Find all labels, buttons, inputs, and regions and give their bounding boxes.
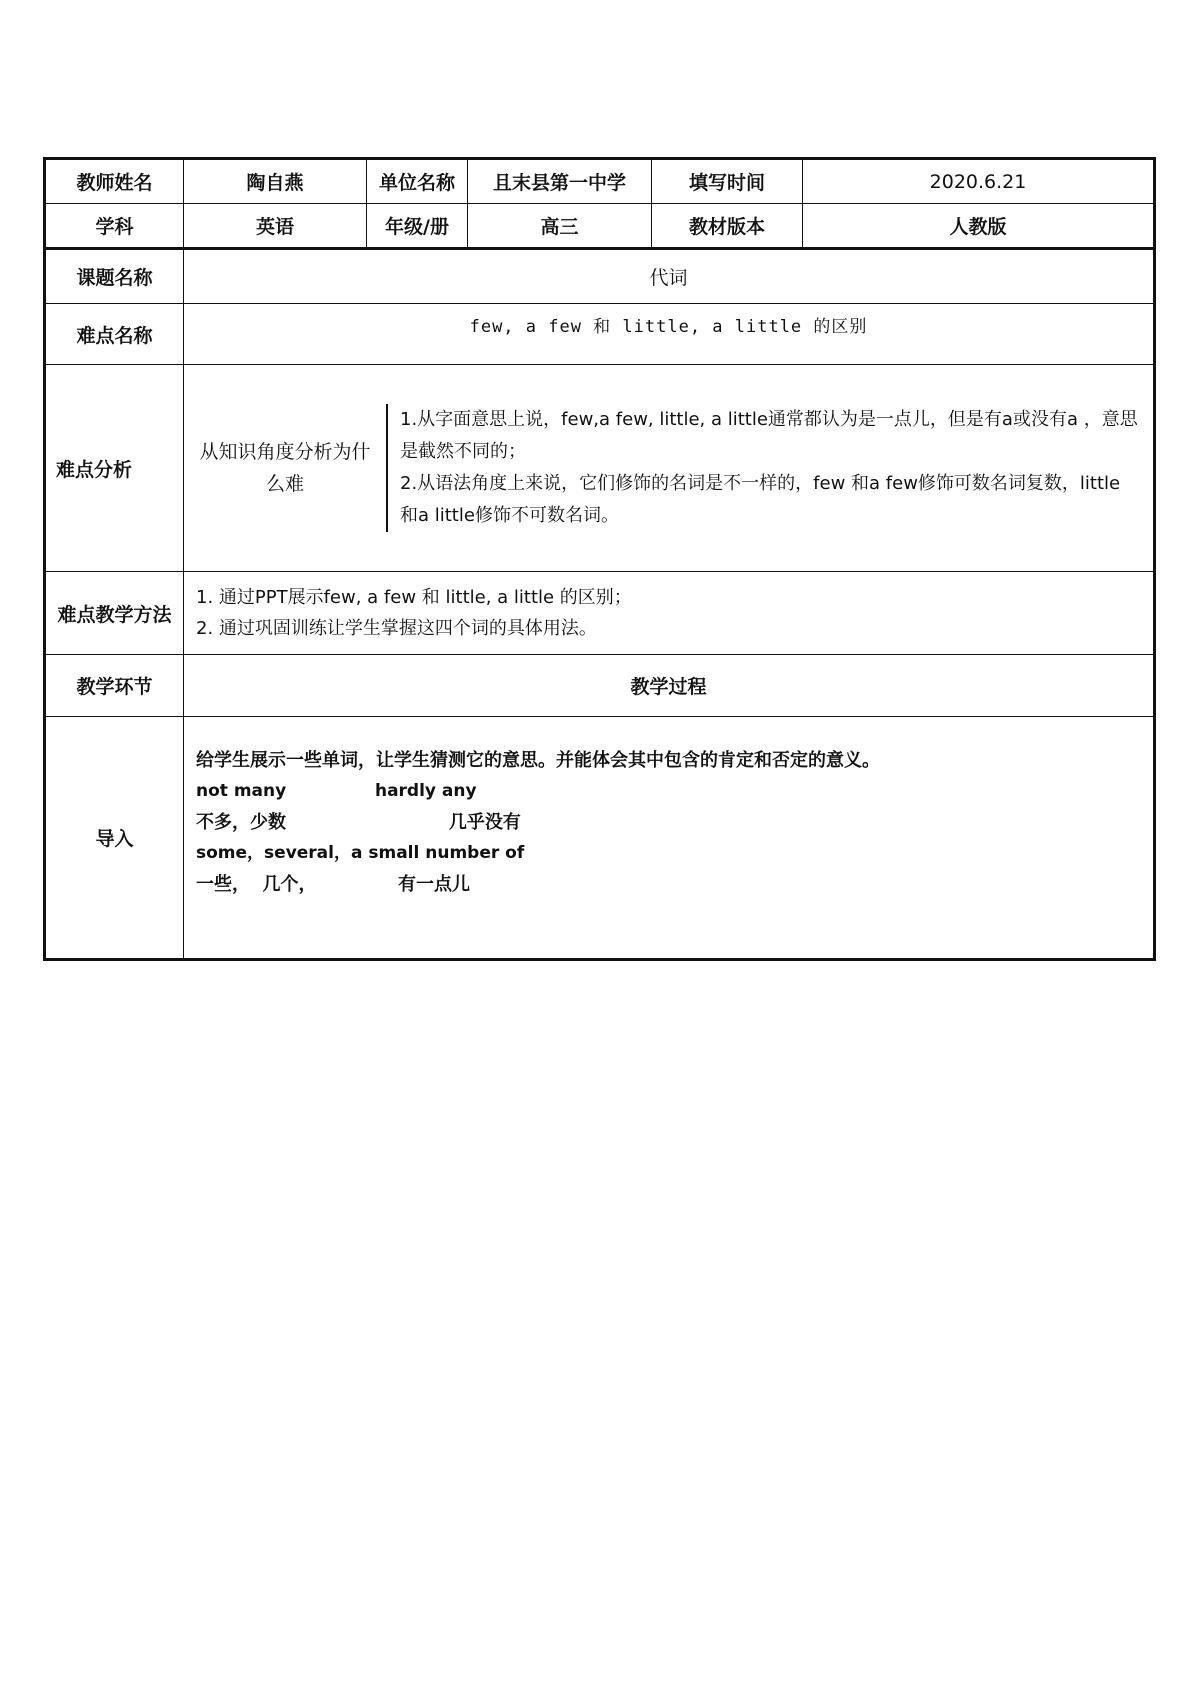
analysis-row (45, 365, 1155, 572)
analysis-cell (184, 365, 1155, 572)
teacher-name-value: 陶自燕 (184, 159, 367, 204)
teaching-stage-label: 教学环节 (45, 655, 184, 717)
intro-row (45, 717, 1155, 960)
method-item-1: 1. 通过PPT展示few, a few 和 little, a little 的区别； (196, 587, 632, 608)
fill-time-value: 2020.6.21 (803, 159, 1155, 204)
difficulty-value: few, a few 和 little, a little 的区别 (184, 304, 1155, 365)
grade-value: 高三 (468, 204, 652, 249)
unit-name-value: 且末县第一中学 (468, 159, 652, 204)
methods-row (45, 572, 1155, 655)
intro-line-5: 一些， 几个， 有一点儿 (196, 874, 470, 895)
intro-content (184, 717, 1155, 960)
edition-value: 人教版 (803, 204, 1155, 249)
topic-value: 代词 (184, 249, 1155, 304)
methods-list (184, 572, 1155, 655)
analysis-label: 难点分析 (45, 365, 184, 572)
subject-value: 英语 (184, 204, 367, 249)
methods-label: 难点教学方法 (45, 572, 184, 655)
method-item-2: 2. 通过巩固训练让学生掌握这四个词的具体用法。 (196, 618, 597, 639)
unit-name-label: 单位名称 (367, 159, 468, 204)
subject-label: 学科 (45, 204, 184, 249)
intro-line-3: 不多，少数 几乎没有 (196, 812, 521, 833)
grade-label: 年级/册 (367, 204, 468, 249)
intro-line-2: not many hardly any (196, 781, 477, 801)
intro-label: 导入 (45, 717, 184, 960)
edition-label: 教材版本 (652, 204, 803, 249)
lesson-plan-table (43, 157, 1156, 961)
intro-line-1: 给学生展示一些单词，让学生猜测它的意思。并能体会其中包含的肯定和否定的意义。 (196, 750, 880, 771)
header-row-1 (45, 159, 1155, 204)
intro-line-4: some，several，a small number of (196, 843, 525, 863)
topic-label: 课题名称 (45, 249, 184, 304)
fill-time-label: 填写时间 (652, 159, 803, 204)
difficulty-row (45, 304, 1155, 365)
teaching-process-label: 教学过程 (184, 655, 1155, 717)
header-row-2 (45, 204, 1155, 249)
analysis-point-2: 2.从语法角度上来说，它们修饰的名词是不一样的，few 和a few修饰可数名词复数，little 和a little修饰不可数名词。 (400, 473, 1121, 526)
process-header-row (45, 655, 1155, 717)
topic-row (45, 249, 1155, 304)
analysis-inner-table (184, 404, 1153, 532)
difficulty-label: 难点名称 (45, 304, 184, 365)
analysis-point-1: 1.从字面意思上说，few,a few, little, a little通常都认为是一点儿，但是有a或没有a ，意思是截然不同的； (400, 409, 1138, 462)
teacher-name-label: 教师姓名 (45, 159, 184, 204)
analysis-angle: 从知识角度分析为什么难 (184, 404, 387, 532)
analysis-points (387, 404, 1153, 532)
